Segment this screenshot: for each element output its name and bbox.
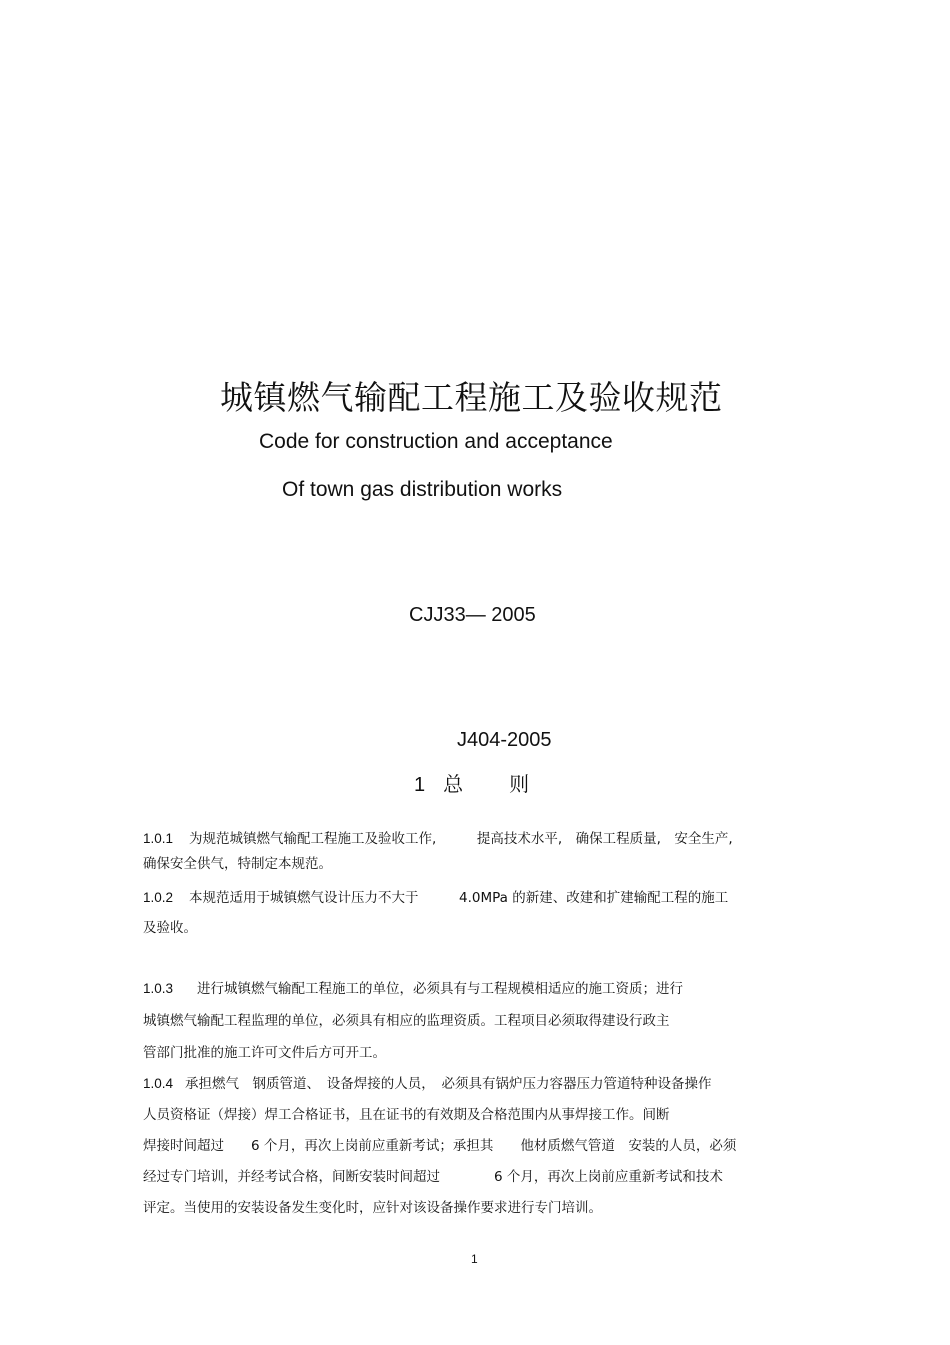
clause-1-0-4-line-3: 焊接时间超过 6 个月，再次上岗前应重新考试；承担其 他材质燃气管道 安装的人员，必须	[143, 1138, 737, 1154]
clause-1-0-3-line-2: 城镇燃气输配工程监理的单位，必须具有相应的监理资质。工程项目必须取得建设行政主	[143, 1013, 670, 1029]
chapter-number: 1	[414, 774, 426, 796]
clause-number: 1.0.2	[143, 890, 174, 905]
document-title-english-line-1: Code for construction and acceptance	[259, 430, 613, 453]
document-title-english-line-2: Of town gas distribution works	[282, 478, 563, 501]
clause-number: 1.0.4	[143, 1076, 174, 1091]
clause-1-0-4-line-1	[143, 1072, 712, 1092]
clause-1-0-4-line-2: 人员资格证（焊接）焊工合格证书，且在证书的有效期及合格范围内从事焊接工作。间断	[143, 1107, 670, 1123]
chapter-title-part-2: 则	[509, 772, 530, 796]
clause-text: 本规范适用于城镇燃气设计压力不大于 4.0MPa 的新建、改建和扩建输配工程的施工	[189, 890, 729, 906]
clause-text: 承担燃气 钢质管道、 设备焊接的人员， 必须具有锅炉压力容器压力管道特种设备操作	[185, 1076, 712, 1092]
clause-text: 为规范城镇燃气输配工程施工及验收工作, 提高技术水平, 确保工程质量, 安全生产,	[189, 831, 733, 847]
chapter-heading	[414, 768, 529, 797]
clause-number: 1.0.1	[143, 831, 174, 846]
clause-1-0-2-line-1	[143, 886, 728, 906]
document-title-chinese: 城镇燃气输配工程施工及验收规范	[220, 378, 723, 417]
standard-code-cjj: CJJ33— 2005	[409, 604, 536, 626]
standard-code-j: J404-2005	[457, 729, 552, 751]
clause-text: 进行城镇燃气输配工程施工的单位，必须具有与工程规模相适应的施工资质；进行	[197, 981, 684, 997]
clause-number: 1.0.3	[143, 981, 174, 996]
clause-1-0-4-line-5: 评定。当使用的安装设备发生变化时，应针对该设备操作要求进行专门培训。	[143, 1200, 602, 1216]
chapter-title-part-1: 总	[443, 772, 464, 796]
clause-1-0-2-line-2: 及验收。	[143, 920, 197, 936]
clause-1-0-3-line-3: 管部门批准的施工许可文件后方可开工。	[143, 1045, 386, 1061]
clause-1-0-1-line-1	[143, 827, 733, 847]
clause-1-0-1-line-2: 确保安全供气，特制定本规范。	[143, 856, 332, 872]
clause-1-0-4-line-4: 经过专门培训，并经考试合格，间断安装时间超过 6 个月，再次上岗前应重新考试和技术	[143, 1169, 723, 1185]
page-number: 1	[471, 1252, 478, 1266]
clause-1-0-3-line-1	[143, 977, 683, 997]
